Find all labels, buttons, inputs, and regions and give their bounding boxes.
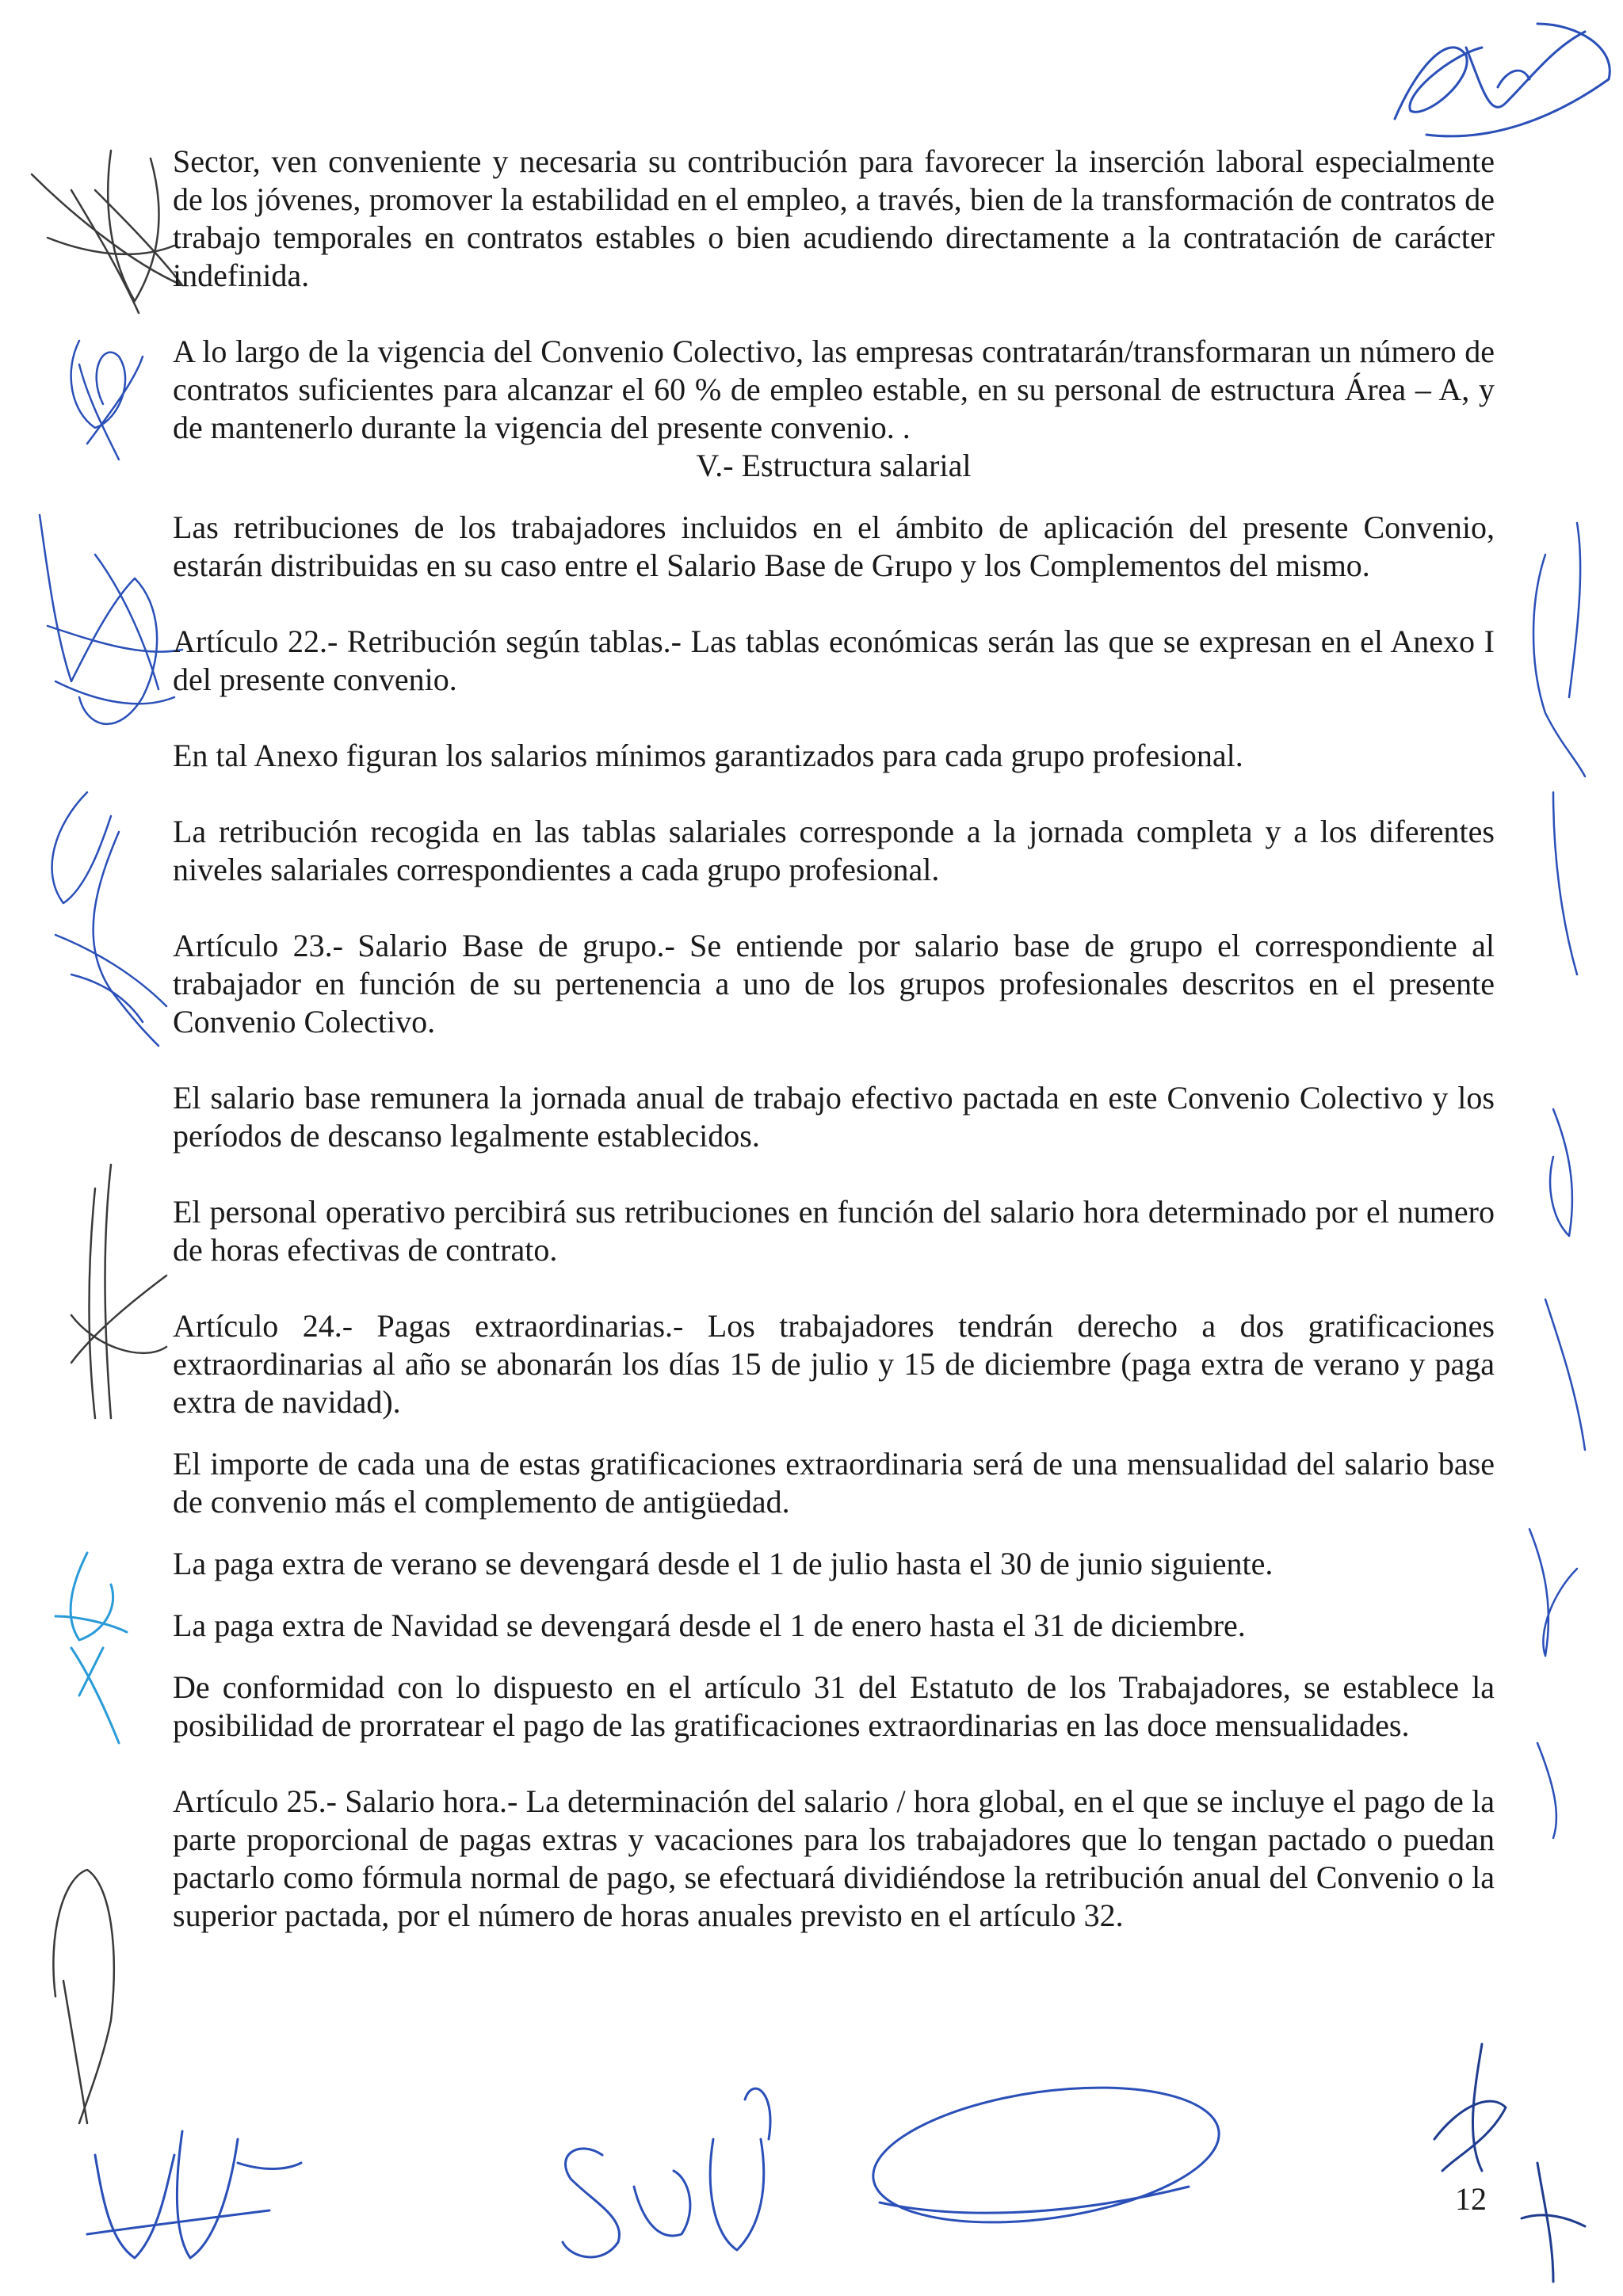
signature-left-second xyxy=(71,341,143,460)
paragraph-articulo-25: Artículo 25.- Salario hora.- La determinación del salario / hora global, en el que se incluye el pago de la parte proporcional de pagas extras y vacaciones para los trabajadores que lo tengan pactado o puedan pactarlo como fórmula normal de pago, se efectuará dividiéndose la retribución anual del Convenio o la superior pactada, por el número de horas anuales previsto en el artículo 32. xyxy=(173,1783,1495,1933)
paragraph-retribuciones: Las retribuciones de los trabajadores incluidos en el ámbito de aplicación del presente Convenio, estarán distribuidas en su caso entre el Salario Base de Grupo y los Complementos del mismo. xyxy=(173,509,1495,583)
section-heading-estructura-salarial: V.- Estructura salarial xyxy=(696,448,972,483)
signature-left-lower-middle xyxy=(52,792,166,1046)
paragraph-personal-operativo: El personal operativo percibirá sus retribuciones en función del salario hora determinado por el numero de horas efectivas de contrato. xyxy=(173,1194,1495,1268)
paragraph-articulo-23: Artículo 23.- Salario Base de grupo.- Se entiende por salario base de grupo el correspondiente al trabajador en función de su pertenencia a uno de los grupos profesionales descritos en el presente Convenio Colectivo. xyxy=(173,928,1495,1039)
signature-left-top xyxy=(32,151,182,313)
paragraph-prorrateo: De conformidad con lo dispuesto en el artículo 31 del Estatuto de los Trabajadores, se establece la posibilidad de prorratear el pago de las gratificaciones extraordinarias en las doce mensualidades. xyxy=(173,1669,1495,1743)
paragraph-paga-navidad: La paga extra de Navidad se devengará desde el 1 de enero hasta el 31 de diciembre. xyxy=(173,1608,1246,1643)
page-number: 12 xyxy=(1455,2181,1487,2217)
signature-left-middle xyxy=(40,515,182,724)
signature-bottom-center xyxy=(563,2088,770,2257)
paragraph-paga-verano: La paga extra de verano se devengará desde el 1 de julio hasta el 30 de junio siguiente. xyxy=(173,1546,1274,1581)
signature-left-cyan xyxy=(55,1553,127,1743)
paragraph-articulo-22: Artículo 22.- Retribución según tablas.- Las tablas económicas serán las que se expresan en el Anexo I del presente convenio. xyxy=(173,624,1495,697)
paragraph-tablas-salariales: La retribución recogida en las tablas salariales corresponde a la jornada completa y a los diferentes niveles salariales correspondientes a cada grupo profesional. xyxy=(173,814,1495,887)
signature-top-right xyxy=(1395,24,1610,136)
paragraph-articulo-24: Artículo 24.- Pagas extraordinarias.- Los trabajadores tendrán derecho a dos gratificaciones extraordinarias al año se abonarán los días 15 de julio y 15 de diciembre (paga extra de verano y paga extra de navidad). xyxy=(173,1308,1495,1420)
paragraph-anexo: En tal Anexo figuran los salarios mínimos garantizados para cada grupo profesional. xyxy=(173,738,1243,773)
signature-left-cross xyxy=(71,1165,166,1418)
document-body xyxy=(173,143,1495,1935)
signature-right-column xyxy=(1529,523,1585,1838)
signature-left-bottom xyxy=(53,1870,113,2123)
signature-bottom-left xyxy=(87,2131,301,2258)
signature-bottom-ellipse xyxy=(865,2068,1228,2242)
paragraph-importe-gratificaciones: El importe de cada una de estas gratificaciones extraordinaria será de una mensualidad del salario base de convenio más el complemento de antigüedad. xyxy=(173,1446,1495,1520)
signature-bottom-right xyxy=(1434,2044,1585,2282)
paragraph-salario-base: El salario base remunera la jornada anual de trabajo efectivo pactada en este Convenio Colectivo y los períodos de descanso legalmente establecidos. xyxy=(173,1080,1495,1154)
paragraph-inserción-laboral: Sector, ven conveniente y necesaria su contribución para favorecer la inserción laboral especialmente de los jóvenes, promover la estabilidad en el empleo, a través, bien de la transformación de contratos de trabajo temporales en contratos estables o bien acudiendo directamente a la contratación de carácter indefinida. xyxy=(173,143,1495,293)
paragraph-empleo-estable: A lo largo de la vigencia del Convenio Colectivo, las empresas contratarán/transformaran un número de contratos suficientes para alcanzar el 60 % de empleo estable, en su personal de estructura Área – A, y de mantenerlo durante la vigencia del presente convenio. . xyxy=(173,334,1495,445)
